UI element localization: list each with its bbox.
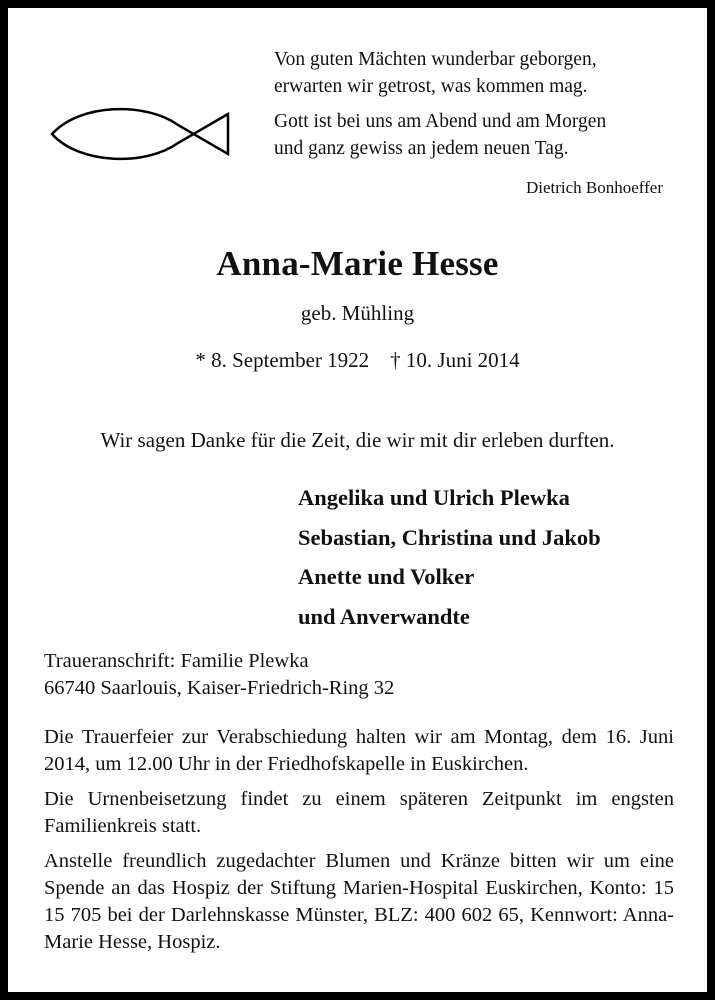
birth-name: geb. Mühling	[300, 301, 415, 325]
thanks-line: Wir sagen Danke für die Zeit, die wir mit dir erleben durften.	[100, 428, 615, 452]
ichthys-fish-icon	[50, 104, 232, 167]
family-member: Anette und Volker	[298, 564, 475, 589]
mourning-address	[44, 648, 394, 702]
poem-attribution: Dietrich Bonhoeffer	[525, 178, 663, 197]
poem-stanza-2	[274, 108, 694, 162]
poem-line: erwarten wir getrost, was kommen mag.	[274, 76, 588, 97]
urn-burial-paragraph: Die Urnenbeisetzung findet zu einem späteren Zeitpunkt im engsten Familienkreis statt.	[44, 788, 674, 837]
life-dates	[8, 348, 707, 373]
birth-date: * 8. September 1922	[195, 348, 370, 372]
poem-stanza-1	[274, 46, 694, 100]
donation-paragraph: Anstelle freundlich zugedachter Blumen und Kränze bitten wir um eine Spende an das Hospiz der Stiftung Marien-Hospital Euskirchen, Konto: 15 15 705 bei der Darlehnskasse Münster, BLZ: 400 602 65, Kennwort: Anna-Marie Hesse, Hospiz.	[44, 850, 674, 953]
deceased-name: Anna-Marie Hesse	[216, 244, 499, 283]
family-member: Angelika und Ulrich Plewka	[298, 485, 570, 510]
service-information	[44, 724, 674, 956]
death-date: † 10. Juni 2014	[390, 348, 520, 372]
poem-line: und ganz gewiss an jedem neuen Tag.	[274, 138, 569, 159]
poem-line: Gott ist bei uns am Abend und am Morgen	[274, 111, 607, 132]
funeral-service-paragraph: Die Trauerfeier zur Verabschiedung halten wir am Montag, dem 16. Juni 2014, um 12.00 Uhr in der Friedhofskapelle in Euskirchen.	[44, 726, 674, 775]
poem-line: Von guten Mächten wunderbar geborgen,	[274, 49, 597, 70]
address-line: Traueranschrift: Familie Plewka	[44, 650, 309, 672]
address-line: 66740 Saarlouis, Kaiser-Friedrich-Ring 32	[44, 677, 395, 699]
family-member: und Anverwandte	[298, 603, 470, 629]
family-member: Sebastian, Christina und Jakob	[298, 524, 601, 550]
family-list	[298, 478, 601, 636]
poem	[274, 46, 694, 170]
